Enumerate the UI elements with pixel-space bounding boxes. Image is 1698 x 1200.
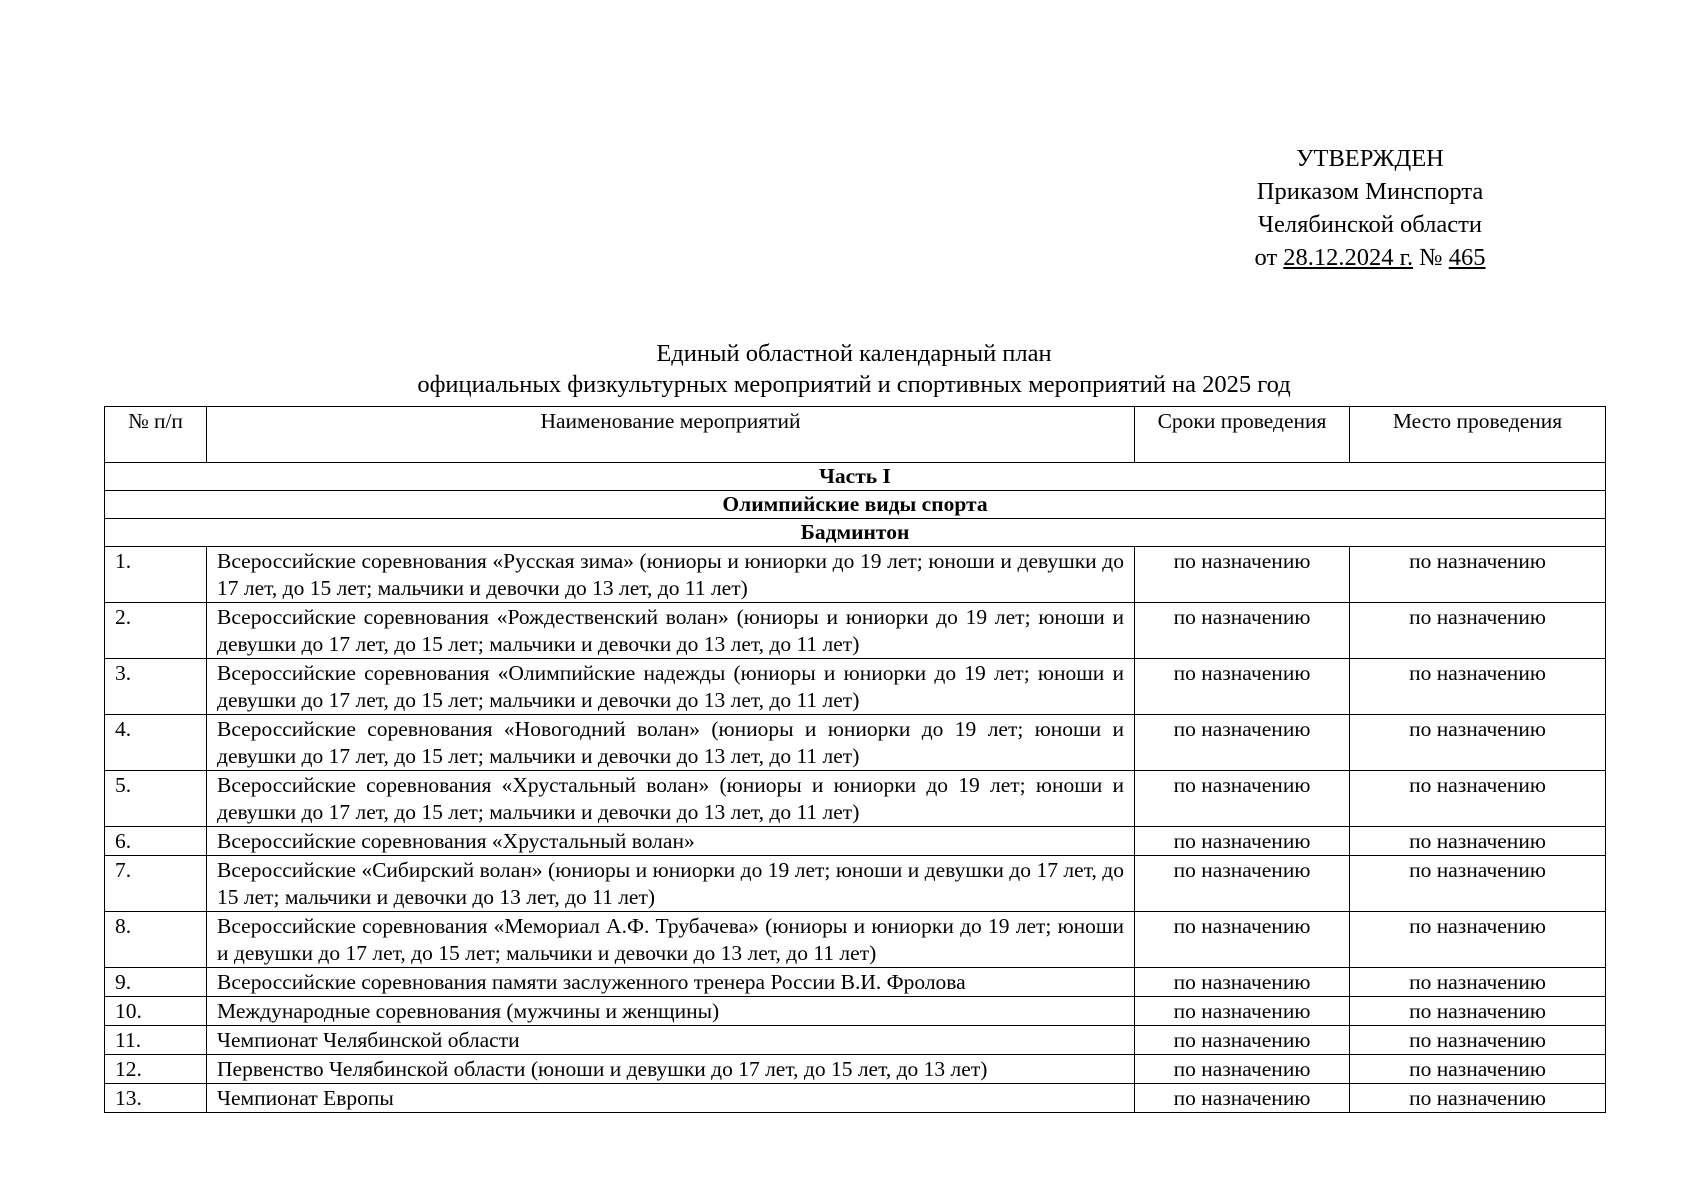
sport-heading: Бадминтон <box>105 519 1606 547</box>
header-num: № п/п <box>105 407 207 463</box>
event-place: по назначению <box>1350 771 1606 827</box>
part-heading: Часть I <box>105 463 1606 491</box>
table-row <box>105 547 1606 603</box>
table-row <box>105 771 1606 827</box>
approval-date: 28.12.2024 г. <box>1283 244 1414 271</box>
event-name: Всероссийские соревнования памяти заслуженного тренера России В.И. Фролова <box>207 968 1135 997</box>
event-place: по назначению <box>1350 659 1606 715</box>
event-name: Чемпионат Европы <box>207 1084 1135 1113</box>
approval-stamp <box>1200 142 1540 274</box>
event-name: Всероссийские соревнования «Хрустальный волан» (юниоры и юниорки до 19 лет; юноши и девушки до 17 лет, до 15 лет; мальчики и девочки до 13 лет, до 11 лет) <box>207 771 1135 827</box>
group-heading: Олимпийские виды спорта <box>105 491 1606 519</box>
row-number: 13. <box>105 1084 207 1113</box>
row-number: 4. <box>105 715 207 771</box>
row-number: 8. <box>105 912 207 968</box>
event-dates: по назначению <box>1135 1055 1350 1084</box>
event-name: Всероссийские соревнования «Русская зима» (юниоры и юниорки до 19 лет; юноши и девушки до 17 лет, до 15 лет; мальчики и девочки до 13 лет, до 11 лет) <box>207 547 1135 603</box>
event-place: по назначению <box>1350 1055 1606 1084</box>
event-dates: по назначению <box>1135 659 1350 715</box>
event-name: Всероссийские «Сибирский волан» (юниоры и юниорки до 19 лет; юноши и девушки до 17 лет, до 15 лет; мальчики и девочки до 13 лет, до 11 лет) <box>207 856 1135 912</box>
event-place: по назначению <box>1350 1084 1606 1113</box>
event-dates: по назначению <box>1135 997 1350 1026</box>
group-heading-row <box>105 491 1606 519</box>
row-number: 2. <box>105 603 207 659</box>
event-place: по назначению <box>1350 1026 1606 1055</box>
event-place: по назначению <box>1350 912 1606 968</box>
row-number: 3. <box>105 659 207 715</box>
event-dates: по назначению <box>1135 827 1350 856</box>
row-number: 7. <box>105 856 207 912</box>
event-dates: по назначению <box>1135 547 1350 603</box>
row-number: 5. <box>105 771 207 827</box>
event-dates: по назначению <box>1135 856 1350 912</box>
row-number: 9. <box>105 968 207 997</box>
header-name: Наименование мероприятий <box>207 407 1135 463</box>
events-table <box>104 406 1606 1113</box>
event-name: Всероссийские соревнования «Мемориал А.Ф. Трубачева» (юниоры и юниорки до 19 лет; юноши и девушки до 17 лет, до 15 лет; мальчики и девочки до 13 лет, до 11 лет) <box>207 912 1135 968</box>
event-dates: по назначению <box>1135 1084 1350 1113</box>
date-prefix: от <box>1254 244 1278 271</box>
table-row <box>105 715 1606 771</box>
title-line-2: официальных физкультурных мероприятий и спортивных мероприятий на 2025 год <box>417 371 1291 398</box>
event-place: по назначению <box>1350 827 1606 856</box>
event-place: по назначению <box>1350 603 1606 659</box>
event-place: по назначению <box>1350 997 1606 1026</box>
event-dates: по назначению <box>1135 968 1350 997</box>
sport-heading-row <box>105 519 1606 547</box>
event-dates: по назначению <box>1135 912 1350 968</box>
part-heading-row <box>105 463 1606 491</box>
row-number: 12. <box>105 1055 207 1084</box>
event-name: Всероссийские соревнования «Рождественский волан» (юниоры и юниорки до 19 лет; юноши и девушки до 17 лет, до 15 лет; мальчики и девочки до 13 лет, до 11 лет) <box>207 603 1135 659</box>
approval-line-order: Приказом Минспорта <box>1256 178 1484 205</box>
approval-number: 465 <box>1448 244 1486 271</box>
event-dates: по назначению <box>1135 771 1350 827</box>
event-dates: по назначению <box>1135 1026 1350 1055</box>
row-number: 10. <box>105 997 207 1026</box>
header-dates: Сроки проведения <box>1135 407 1350 463</box>
row-number: 1. <box>105 547 207 603</box>
table-row <box>105 1084 1606 1113</box>
table-row <box>105 912 1606 968</box>
event-name: Международные соревнования (мужчины и женщины) <box>207 997 1135 1026</box>
event-place: по назначению <box>1350 715 1606 771</box>
event-place: по назначению <box>1350 856 1606 912</box>
event-name: Всероссийские соревнования «Олимпийские надежды (юниоры и юниорки до 19 лет; юноши и девушки до 17 лет, до 15 лет; мальчики и девочки до 13 лет, до 11 лет) <box>207 659 1135 715</box>
table-row <box>105 659 1606 715</box>
header-place: Место проведения <box>1350 407 1606 463</box>
approval-line-region: Челябинской области <box>1258 211 1482 238</box>
event-name: Первенство Челябинской области (юноши и девушки до 17 лет, до 15 лет, до 13 лет) <box>207 1055 1135 1084</box>
table-row <box>105 603 1606 659</box>
event-place: по назначению <box>1350 547 1606 603</box>
event-name: Всероссийские соревнования «Хрустальный волан» <box>207 827 1135 856</box>
table-row <box>105 856 1606 912</box>
row-number: 6. <box>105 827 207 856</box>
table-header-row <box>105 407 1606 463</box>
table-row <box>105 1026 1606 1055</box>
table-row <box>105 827 1606 856</box>
title-line-1: Единый областной календарный план <box>656 340 1052 367</box>
table-row <box>105 997 1606 1026</box>
number-prefix: № <box>1419 244 1443 271</box>
table-row <box>105 968 1606 997</box>
event-dates: по назначению <box>1135 603 1350 659</box>
approval-line-approved: УТВЕРЖДЕН <box>1296 145 1444 172</box>
document-title <box>104 338 1604 400</box>
table-row <box>105 1055 1606 1084</box>
approval-line-date-number <box>1200 241 1540 274</box>
event-name: Всероссийские соревнования «Новогодний волан» (юниоры и юниорки до 19 лет; юноши и девушки до 17 лет, до 15 лет; мальчики и девочки до 13 лет, до 11 лет) <box>207 715 1135 771</box>
row-number: 11. <box>105 1026 207 1055</box>
event-dates: по назначению <box>1135 715 1350 771</box>
event-name: Чемпионат Челябинской области <box>207 1026 1135 1055</box>
event-place: по назначению <box>1350 968 1606 997</box>
